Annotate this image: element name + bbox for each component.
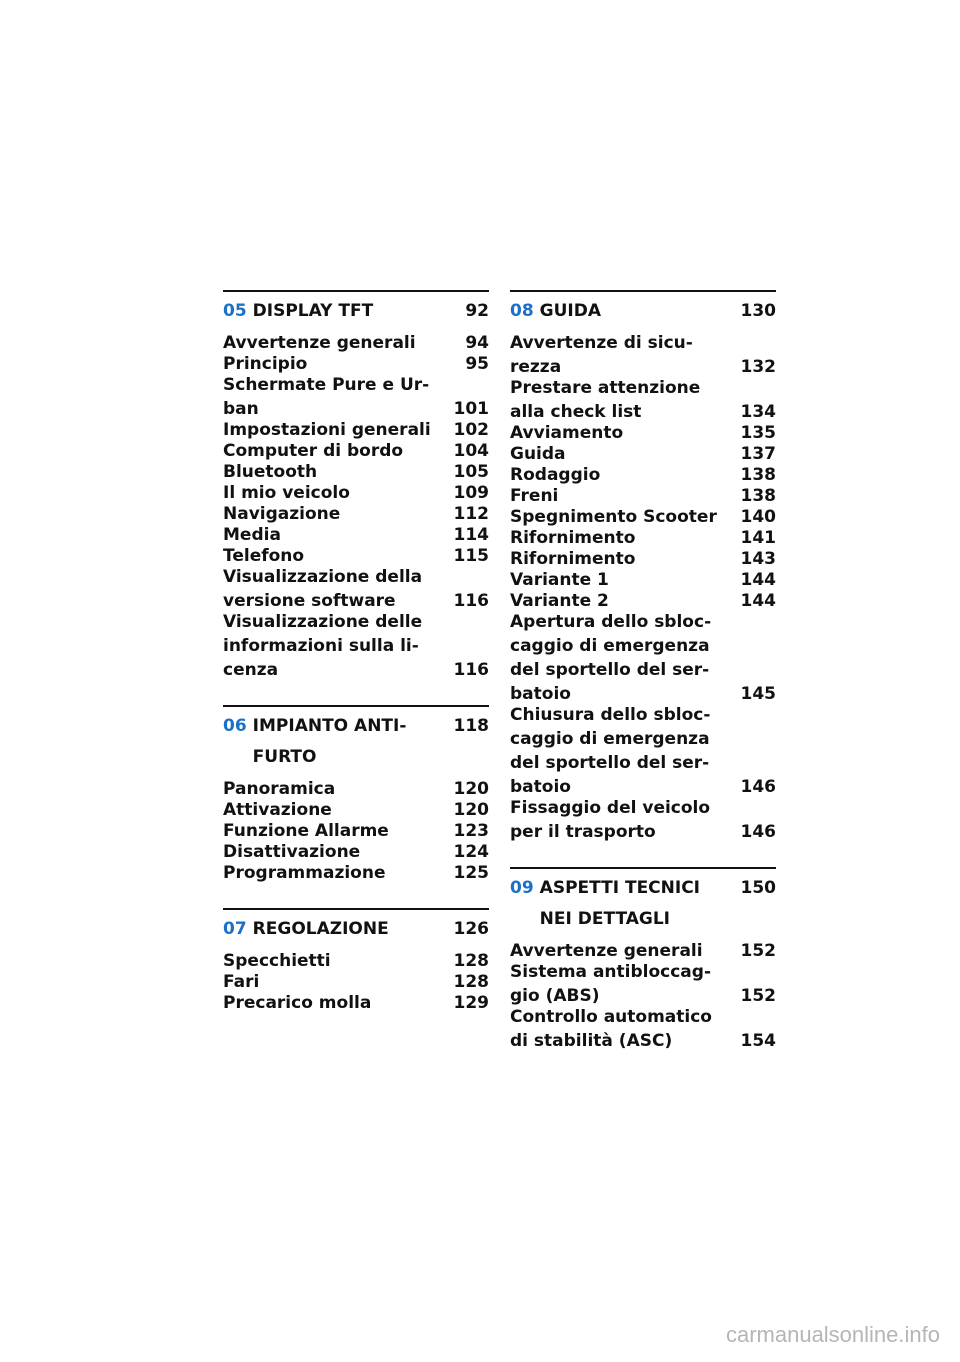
entry-page-number: 112 xyxy=(453,504,489,524)
toc-entry[interactable] xyxy=(223,483,489,504)
section-page-number: 130 xyxy=(740,301,776,321)
entry-page-number: 94 xyxy=(465,333,489,353)
entry-title xyxy=(510,705,741,798)
entry-title xyxy=(223,441,454,462)
entry-page-number: 104 xyxy=(453,441,489,461)
entry-title-line: Funzione Allarme xyxy=(223,821,389,841)
toc-entry[interactable] xyxy=(510,528,776,549)
entry-title xyxy=(510,423,741,444)
section-page-number: 92 xyxy=(465,301,489,321)
toc-entry[interactable] xyxy=(223,525,489,546)
toc-entry[interactable] xyxy=(510,444,776,465)
entry-title-line: Variante 2 xyxy=(510,591,609,611)
entry-page-number: 152 xyxy=(740,986,776,1006)
toc-entry[interactable] xyxy=(510,465,776,486)
entry-page-number: 114 xyxy=(453,525,489,545)
toc-entry[interactable] xyxy=(223,504,489,525)
entry-title-line: Avviamento xyxy=(510,423,624,443)
toc-entry[interactable] xyxy=(223,375,489,420)
entry-title-line: Specchietti xyxy=(223,951,331,971)
entry-title-line: ban xyxy=(223,399,259,419)
section-title xyxy=(253,914,454,945)
toc-entry[interactable] xyxy=(223,993,489,1014)
entry-title xyxy=(223,821,454,842)
entry-title xyxy=(223,951,454,972)
entry-title xyxy=(510,465,741,486)
entry-title-line: Schermate Pure e Ur- xyxy=(223,375,430,395)
entry-page-number: 102 xyxy=(453,420,489,440)
entry-title xyxy=(223,462,454,483)
entry-page-number: 124 xyxy=(453,842,489,862)
toc-entry[interactable] xyxy=(510,705,776,798)
entry-title-line: Fari xyxy=(223,972,260,992)
toc-entry[interactable] xyxy=(223,779,489,800)
entry-page-number: 138 xyxy=(740,465,776,485)
toc-entry[interactable] xyxy=(223,354,489,375)
entry-title xyxy=(510,962,741,1007)
entry-title-line: Fissaggio del veicolo xyxy=(510,798,711,818)
entry-title xyxy=(510,612,741,705)
toc-entry[interactable] xyxy=(510,333,776,378)
entry-title-line: Rifornimento xyxy=(510,528,636,548)
entry-title xyxy=(510,528,741,549)
entry-title-line: Guida xyxy=(510,444,566,464)
entry-title-line: cenza xyxy=(223,660,279,680)
entry-title xyxy=(223,993,454,1014)
toc-section xyxy=(510,290,776,843)
entry-title-line: caggio di emergenza xyxy=(510,729,710,749)
entry-page-number: 141 xyxy=(740,528,776,548)
entry-title-line: Computer di bordo xyxy=(223,441,404,461)
section-number: 08 xyxy=(510,301,534,321)
entry-title-line: Freni xyxy=(510,486,559,506)
toc-entry[interactable] xyxy=(510,423,776,444)
toc-entry[interactable] xyxy=(223,333,489,354)
entry-title-line: Telefono xyxy=(223,546,305,566)
entry-title xyxy=(223,779,454,800)
entry-title xyxy=(510,798,741,843)
entry-page-number: 95 xyxy=(465,354,489,374)
section-title xyxy=(253,711,454,773)
toc-entry[interactable] xyxy=(223,612,489,681)
section-title-line: ASPETTI TECNICI xyxy=(539,878,701,898)
entry-title xyxy=(223,546,454,567)
entry-page-number: 125 xyxy=(453,863,489,883)
toc-entry[interactable] xyxy=(510,507,776,528)
entry-title-line: alla check list xyxy=(510,402,642,422)
entry-title-line: del sportello del ser- xyxy=(510,753,710,773)
toc-entry[interactable] xyxy=(223,441,489,462)
toc-entry[interactable] xyxy=(223,951,489,972)
toc-entry[interactable] xyxy=(223,567,489,612)
entry-title-line: Precarico molla xyxy=(223,993,372,1013)
section-title-line: GUIDA xyxy=(539,301,602,321)
entry-page-number: 128 xyxy=(453,972,489,992)
entry-title-line: Controllo automatico xyxy=(510,1007,712,1027)
watermark: carmanualsonline.info xyxy=(725,1322,940,1347)
entry-title xyxy=(223,567,454,612)
section-heading[interactable] xyxy=(223,296,489,327)
entry-page-number: 154 xyxy=(740,1031,776,1051)
section-number: 05 xyxy=(223,301,247,321)
section-title xyxy=(540,873,741,935)
entry-title-line: informazioni sulla li- xyxy=(223,636,419,656)
toc-section xyxy=(510,867,776,1052)
entry-title xyxy=(510,507,741,528)
entry-page-number: 152 xyxy=(740,941,776,961)
entry-title-line: Avvertenze generali xyxy=(223,333,416,353)
entry-title-line: Chiusura dello sbloc- xyxy=(510,705,711,725)
entry-title-line: Spegnimento Scooter xyxy=(510,507,717,527)
toc-entry[interactable] xyxy=(510,486,776,507)
entry-page-number: 116 xyxy=(453,660,489,680)
toc-entry[interactable] xyxy=(223,821,489,842)
toc-entry[interactable] xyxy=(510,798,776,843)
entry-title xyxy=(223,483,454,504)
toc-entry[interactable] xyxy=(510,549,776,570)
section-page-number: 118 xyxy=(453,716,489,736)
section-title-line: FURTO xyxy=(252,747,317,767)
entry-page-number: 145 xyxy=(740,684,776,704)
entry-page-number: 137 xyxy=(740,444,776,464)
toc-section xyxy=(223,705,489,884)
section-heading[interactable] xyxy=(223,711,489,773)
entry-page-number: 123 xyxy=(453,821,489,841)
entry-title-line: Avvertenze generali xyxy=(510,941,703,961)
toc-entry[interactable] xyxy=(510,941,776,962)
toc-column-left xyxy=(223,290,489,1014)
entry-title-line: batoio xyxy=(510,684,571,704)
toc-entry[interactable] xyxy=(223,842,489,863)
entry-title xyxy=(223,525,454,546)
entry-title xyxy=(223,333,465,354)
section-title-line: IMPIANTO ANTI- xyxy=(252,716,407,736)
entry-page-number: 144 xyxy=(740,591,776,611)
entry-page-number: 135 xyxy=(740,423,776,443)
entry-page-number: 120 xyxy=(453,800,489,820)
entry-title-line: Programmazione xyxy=(223,863,386,883)
toc-entry[interactable] xyxy=(223,863,489,884)
entry-page-number: 134 xyxy=(740,402,776,422)
entry-title-line: batoio xyxy=(510,777,571,797)
entry-title-line: Rifornimento xyxy=(510,549,636,569)
entry-title-line: versione software xyxy=(223,591,396,611)
section-page-number: 126 xyxy=(453,919,489,939)
entry-title-line: Prestare attenzione xyxy=(510,378,701,398)
toc-section xyxy=(223,290,489,681)
entry-title-line: del sportello del ser- xyxy=(510,660,710,680)
entry-page-number: 120 xyxy=(453,779,489,799)
entry-page-number: 116 xyxy=(453,591,489,611)
section-heading[interactable] xyxy=(510,873,776,935)
entry-title xyxy=(223,842,454,863)
entry-page-number: 146 xyxy=(740,777,776,797)
entry-page-number: 143 xyxy=(740,549,776,569)
toc-column-right xyxy=(510,290,776,1052)
entry-title-line: Visualizzazione della xyxy=(223,567,423,587)
entry-title-line: Attivazione xyxy=(223,800,332,820)
entry-title-line: Variante 1 xyxy=(510,570,609,590)
entry-title xyxy=(223,800,454,821)
entry-title-line: Navigazione xyxy=(223,504,341,524)
toc-entry[interactable] xyxy=(510,570,776,591)
entry-title xyxy=(223,354,465,375)
entry-title xyxy=(510,444,741,465)
section-title-line: NEI DETTAGLI xyxy=(539,909,671,929)
entry-title xyxy=(510,941,741,962)
entry-title-line: Media xyxy=(223,525,281,545)
toc-entry[interactable] xyxy=(223,972,489,993)
toc-entry[interactable] xyxy=(223,462,489,483)
toc-entry[interactable] xyxy=(510,591,776,612)
entry-title xyxy=(510,549,741,570)
entry-page-number: 138 xyxy=(740,486,776,506)
section-title-line: DISPLAY TFT xyxy=(252,301,374,321)
entry-title-line: Disattivazione xyxy=(223,842,361,862)
entry-title-line: Apertura dello sbloc- xyxy=(510,612,712,632)
entry-page-number: 132 xyxy=(740,357,776,377)
entry-title-line: per il trasporto xyxy=(510,822,656,842)
entry-title-line: Panoramica xyxy=(223,779,336,799)
entry-title xyxy=(223,972,454,993)
section-number: 07 xyxy=(223,919,247,939)
entry-title xyxy=(223,504,454,525)
entry-title-line: Bluetooth xyxy=(223,462,318,482)
entry-title-line: Avvertenze di sicu- xyxy=(510,333,693,353)
section-heading[interactable] xyxy=(510,296,776,327)
entry-title-line: caggio di emergenza xyxy=(510,636,710,656)
toc-entry[interactable] xyxy=(223,420,489,441)
entry-title xyxy=(510,378,741,423)
entry-page-number: 109 xyxy=(453,483,489,503)
entry-page-number: 105 xyxy=(453,462,489,482)
section-title xyxy=(253,296,466,327)
entry-title xyxy=(510,333,741,378)
entry-title-line: Principio xyxy=(223,354,308,374)
section-title-line: REGOLAZIONE xyxy=(252,919,389,939)
entry-title-line: Rodaggio xyxy=(510,465,601,485)
entry-title-line: Il mio veicolo xyxy=(223,483,350,503)
entry-title xyxy=(223,863,454,884)
section-number: 06 xyxy=(223,716,247,736)
entry-page-number: 128 xyxy=(453,951,489,971)
section-title xyxy=(540,296,741,327)
entry-page-number: 146 xyxy=(740,822,776,842)
entry-page-number: 140 xyxy=(740,507,776,527)
entry-page-number: 115 xyxy=(453,546,489,566)
entry-page-number: 101 xyxy=(453,399,489,419)
toc-entry[interactable] xyxy=(223,800,489,821)
entry-title-line: Impostazioni generali xyxy=(223,420,431,440)
toc-entry[interactable] xyxy=(510,962,776,1007)
section-page-number: 150 xyxy=(740,878,776,898)
section-heading[interactable] xyxy=(223,914,489,945)
toc-entry[interactable] xyxy=(510,1007,776,1052)
entry-title xyxy=(510,591,741,612)
toc-entry[interactable] xyxy=(223,546,489,567)
toc-entry[interactable] xyxy=(510,612,776,705)
toc-entry[interactable] xyxy=(510,378,776,423)
entry-title xyxy=(510,1007,741,1052)
toc-section xyxy=(223,908,489,1014)
entry-title xyxy=(510,486,741,507)
entry-title-line: Visualizzazione delle xyxy=(223,612,423,632)
section-number: 09 xyxy=(510,878,534,898)
entry-title xyxy=(223,612,454,681)
entry-title-line: Sistema antibloccag- xyxy=(510,962,712,982)
entry-page-number: 129 xyxy=(453,993,489,1013)
entry-title xyxy=(223,420,454,441)
entry-title xyxy=(510,570,741,591)
entry-title-line: di stabilità (ASC) xyxy=(510,1031,673,1051)
entry-title xyxy=(223,375,454,420)
entry-page-number: 144 xyxy=(740,570,776,590)
entry-title-line: gio (ABS) xyxy=(510,986,600,1006)
entry-title-line: rezza xyxy=(510,357,562,377)
